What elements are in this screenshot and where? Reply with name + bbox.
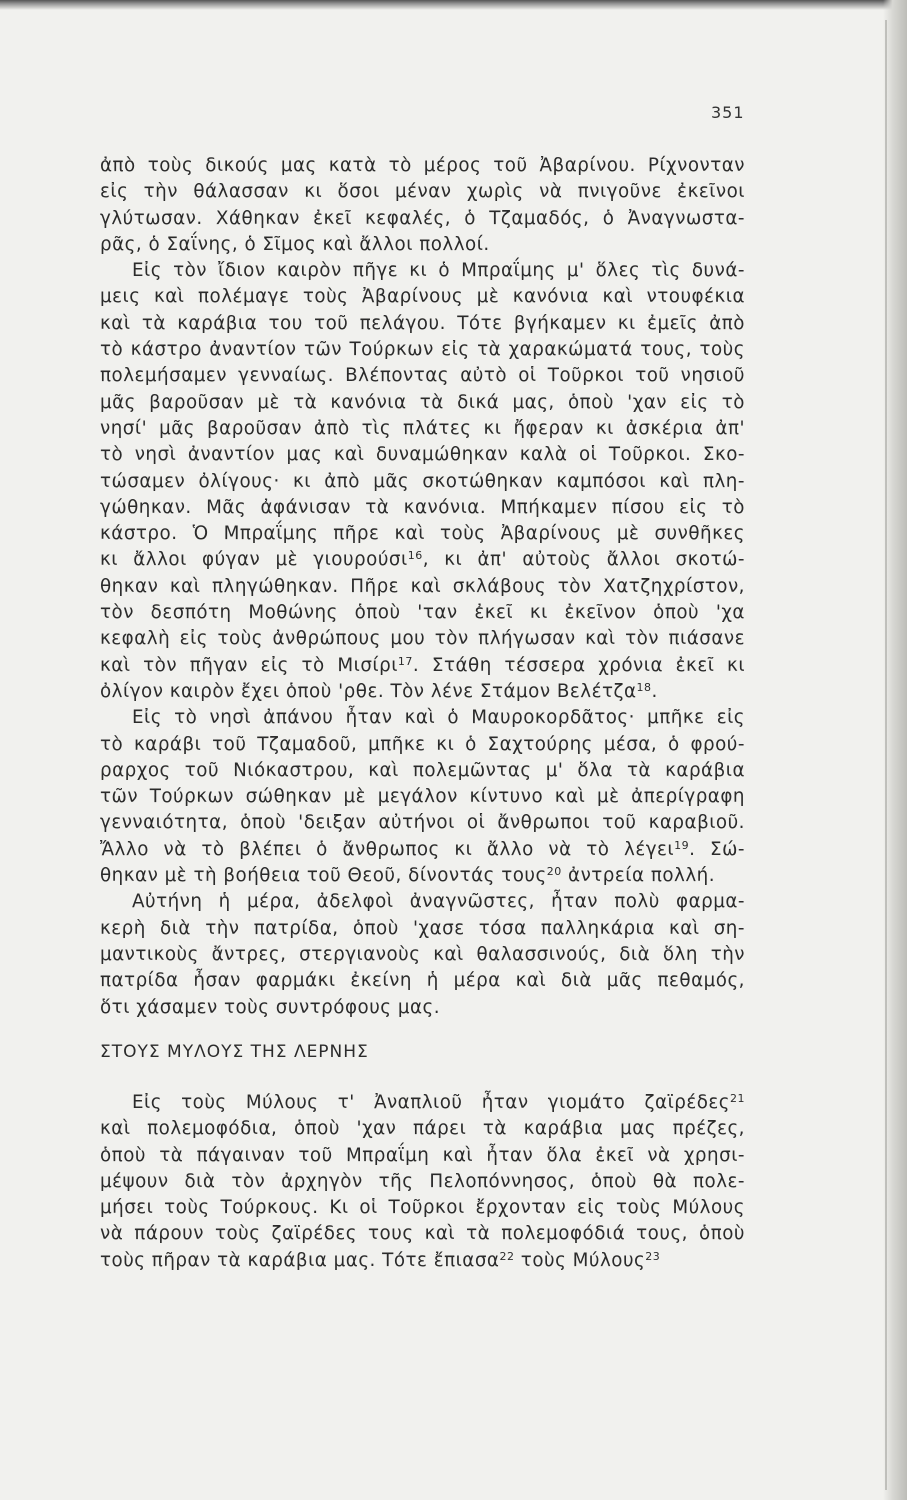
text-line <box>100 889 745 915</box>
text-run: μαντικοὺς ἄντρες, στεργιανοὺς καὶ θαλασσινούς, διὰ ὅλη τὴν <box>100 943 745 965</box>
text-line <box>100 810 745 836</box>
text-run: ρᾶς, ὁ Σαΐνης, ὁ Σῖμος καὶ ἄλλοι πολλοί. <box>100 233 490 255</box>
text-line <box>100 442 745 468</box>
footnote-ref: 23 <box>645 1249 661 1263</box>
text-run: . Στάθη τέσσερα χρόνια ἐκεῖ κι <box>412 654 746 676</box>
text-run: τώσαμεν ὀλίγους· κι ἀπὸ μᾶς σκοτώθηκαν καμπόσοι καὶ πλη- <box>100 470 745 492</box>
text-line <box>100 784 745 810</box>
text-run: νὰ πάρουν τοὺς ζαϊρέδες τους καὶ τὰ πολεμοφόδιά τους, ὁποὺ <box>100 1223 745 1245</box>
text-line <box>100 206 745 232</box>
text-run: πατρίδα ἦσαν φαρμάκι ἐκείνη ἡ μέρα καὶ διὰ μᾶς πεθαμός, <box>100 970 745 992</box>
text-run: . Σώ- <box>689 838 745 860</box>
text-run: . <box>651 680 658 702</box>
text-run: πολεμήσαμεν γενναίως. Βλέποντας αὐτὸ οἱ Τοῦρκοι τοῦ νησιοῦ <box>100 365 745 387</box>
text-line <box>100 916 745 942</box>
text-line <box>100 1195 745 1221</box>
section-heading: ΣΤΟΥΣ ΜΥΛΟΥΣ ΤΗΣ ΛΕΡΝΗΣ <box>100 1042 369 1062</box>
text-run: μεις καὶ πολέμαγε τοὺς Ἀβαρίνους μὲ κανόνια καὶ ντουφέκια <box>100 286 745 308</box>
text-run: ὁποὺ τὰ πάγαιναν τοῦ Μπραΐμη καὶ ἦταν ὅλα ἐκεῖ νὰ χρησι- <box>100 1144 745 1166</box>
text-run: τὸν δεσπότη Μοθώνης ὁποὺ 'ταν ἐκεῖ κι ἐκεῖνον ὁποὺ 'χα <box>100 602 745 624</box>
text-run: γλύτωσαν. Χάθηκαν ἐκεῖ κεφαλές, ὁ Τζαμαδός, ὁ Ἀναγνωστα- <box>100 207 745 229</box>
text-line <box>100 311 745 337</box>
footnote-ref: 22 <box>499 1249 515 1263</box>
text-run: Αὐτήνη ἡ μέρα, ἀδελφοὶ ἀναγνῶστες, ἦταν πολὺ φαρμα- <box>132 891 745 913</box>
text-run: ἀντρεία πολλή. <box>561 865 716 887</box>
scan-gutter-line <box>885 20 887 1490</box>
text-run: ὅτι χάσαμεν τοὺς συντρόφους μας. <box>100 996 441 1018</box>
text-line <box>100 626 745 652</box>
text-line <box>100 837 745 863</box>
text-run: Ἄλλο νὰ τὸ βλέπει ὁ ἄνθρωπος κι ἄλλο νὰ τὸ λέγει <box>100 838 675 860</box>
text-line <box>100 363 745 389</box>
text-run: γενναιότητα, ὁποὺ 'δειξαν αὐτήνοι οἱ ἄνθρωποι τοῦ καραβιοῦ. <box>100 812 745 834</box>
text-line <box>100 1090 745 1116</box>
text-run: καὶ τὰ καράβια του τοῦ πελάγου. Τότε βγήκαμεν κι ἐμεῖς ἀπὸ <box>100 312 745 334</box>
text-run: κεφαλὴ εἰς τοὺς ἀνθρώπους μου τὸν πλήγωσαν καὶ τὸν πιάσανε <box>100 628 745 650</box>
text-line <box>100 390 745 416</box>
text-line <box>100 521 745 547</box>
text-run: Εἰς τοὺς Μύλους τ' Ἀναπλιοῦ ἦταν γιομάτο ζαϊρέδες <box>132 1092 730 1113</box>
text-line <box>100 495 745 521</box>
text-line <box>100 758 745 784</box>
footnote-ref: 19 <box>674 838 690 852</box>
text-line <box>100 863 745 889</box>
text-run: κι ἄλλοι φύγαν μὲ γιουρούσι <box>100 549 408 571</box>
footnote-ref: 20 <box>546 865 562 879</box>
text-run: , κι ἀπ' αὐτοὺς ἄλλοι σκοτώ- <box>422 549 745 571</box>
text-run: θηκαν καὶ πληγώθηκαν. Πῆρε καὶ σκλάβους τὸν Χατζηχρίστον, <box>100 575 745 597</box>
text-line <box>100 995 745 1021</box>
text-run: ἀπὸ τοὺς δικούς μας κατὰ τὸ μέρος τοῦ Ἀβαρίνου. Ρίχνονταν <box>100 155 745 176</box>
text-line <box>100 547 745 573</box>
text-line <box>100 968 745 994</box>
footnote-ref: 18 <box>636 680 652 694</box>
text-line <box>100 1221 745 1247</box>
footnote-ref: 16 <box>407 549 423 563</box>
text-run: τοὺς Μύλους <box>514 1249 646 1271</box>
text-line <box>100 574 745 600</box>
text-line <box>100 732 745 758</box>
text-run: ὀλίγον καιρὸν ἔχει ὁποὺ 'ρθε. Τὸν λένε Στάμον Βελέτζα <box>100 680 637 702</box>
text-run: τὸ κάστρο ἀναντίον τῶν Τούρκων εἰς τὰ χαρακώματά τους, τοὺς <box>100 339 745 361</box>
text-line <box>100 1248 745 1274</box>
text-line <box>100 705 745 731</box>
text-line <box>100 600 745 626</box>
text-run: καὶ τὸν πῆγαν εἰς τὸ Μισίρι <box>100 654 398 676</box>
text-run: κερὴ διὰ τὴν πατρίδα, ὁποὺ 'χασε τόσα παλληκάρια καὶ ση- <box>100 917 745 939</box>
text-line <box>100 416 745 442</box>
text-run: κάστρο. Ὁ Μπραΐμης πῆρε καὶ τοὺς Ἀβαρίνους μὲ συνθῆκες <box>100 523 745 545</box>
text-line <box>100 284 745 310</box>
text-run: μήσει τοὺς Τούρκους. Κι οἱ Τοῦρκοι ἔρχονταν εἰς τοὺς Μύλους <box>100 1197 745 1219</box>
text-line <box>100 1169 745 1195</box>
text-run: γώθηκαν. Μᾶς ἀφάνισαν τὰ κανόνια. Μπήκαμεν πίσου εἰς τὸ <box>100 496 745 518</box>
text-run: Εἰς τὸ νησὶ ἀπάνου ἦταν καὶ ὁ Μαυροκορδᾶτος· μπῆκε εἰς <box>132 707 745 729</box>
text-line <box>100 258 745 284</box>
scan-top-shadow <box>0 0 907 10</box>
footnote-ref: 21 <box>730 1092 745 1105</box>
text-run: μᾶς βαροῦσαν μὲ τὰ κανόνια τὰ δικά μας, ὁποὺ 'χαν εἰς τὸ <box>100 391 745 413</box>
text-run: τῶν Τούρκων σώθηκαν μὲ μεγάλον κίντυνο καὶ μὲ ἀπερίγραφη <box>100 786 745 808</box>
text-line <box>100 942 745 968</box>
text-line <box>100 232 745 258</box>
text-line <box>100 337 745 363</box>
text-line <box>100 153 745 179</box>
text-run: τὸ νησὶ ἀναντίον μας καὶ δυναμώθηκαν καλὰ οἱ Τοῦρκοι. Σκο- <box>100 444 745 466</box>
text-line <box>100 469 745 495</box>
footnote-ref: 17 <box>397 654 413 668</box>
text-run: καὶ πολεμοφόδια, ὁποὺ 'χαν πάρει τὰ καράβια μας πρέζες, <box>100 1118 745 1140</box>
text-run: νησί' μᾶς βαροῦσαν ἀπὸ τὶς πλάτες κι ἤφεραν κι ἀσκέρια ἀπ' <box>100 417 745 439</box>
text-run: θηκαν μὲ τὴ βοήθεια τοῦ Θεοῦ, δίνοντάς τους <box>100 865 547 887</box>
text-line <box>100 1143 745 1169</box>
text-run: Εἰς τὸν ἴδιον καιρὸν πῆγε κι ὁ Μπραΐμης μ' ὅλες τὶς δυνά- <box>132 260 745 282</box>
body-text-section-1 <box>100 153 745 1021</box>
text-line <box>100 179 745 205</box>
text-run: μέψουν διὰ τὸν ἀρχηγὸν τῆς Πελοπόννησος, ὁποὺ θὰ πολε- <box>100 1170 745 1192</box>
text-run: εἰς τὴν θάλασσαν κι ὅσοι μέναν χωρὶς νὰ πνιγοῦνε ἐκεῖνοι <box>100 181 745 203</box>
text-line <box>100 653 745 679</box>
text-run: τοὺς πῆραν τὰ καράβια μας. Τότε ἔπιασα <box>100 1249 500 1271</box>
text-run: τὸ καράβι τοῦ Τζαμαδοῦ, μπῆκε κι ὁ Σαχτούρης μέσα, ὁ φρού- <box>100 733 745 755</box>
page-number: 351 <box>711 103 745 122</box>
body-text-section-2 <box>100 1090 745 1274</box>
text-line <box>100 679 745 705</box>
text-run: ραρχος τοῦ Νιόκαστρου, καὶ πολεμῶντας μ' ὅλα τὰ καράβια <box>100 759 745 781</box>
text-line <box>100 1116 745 1142</box>
